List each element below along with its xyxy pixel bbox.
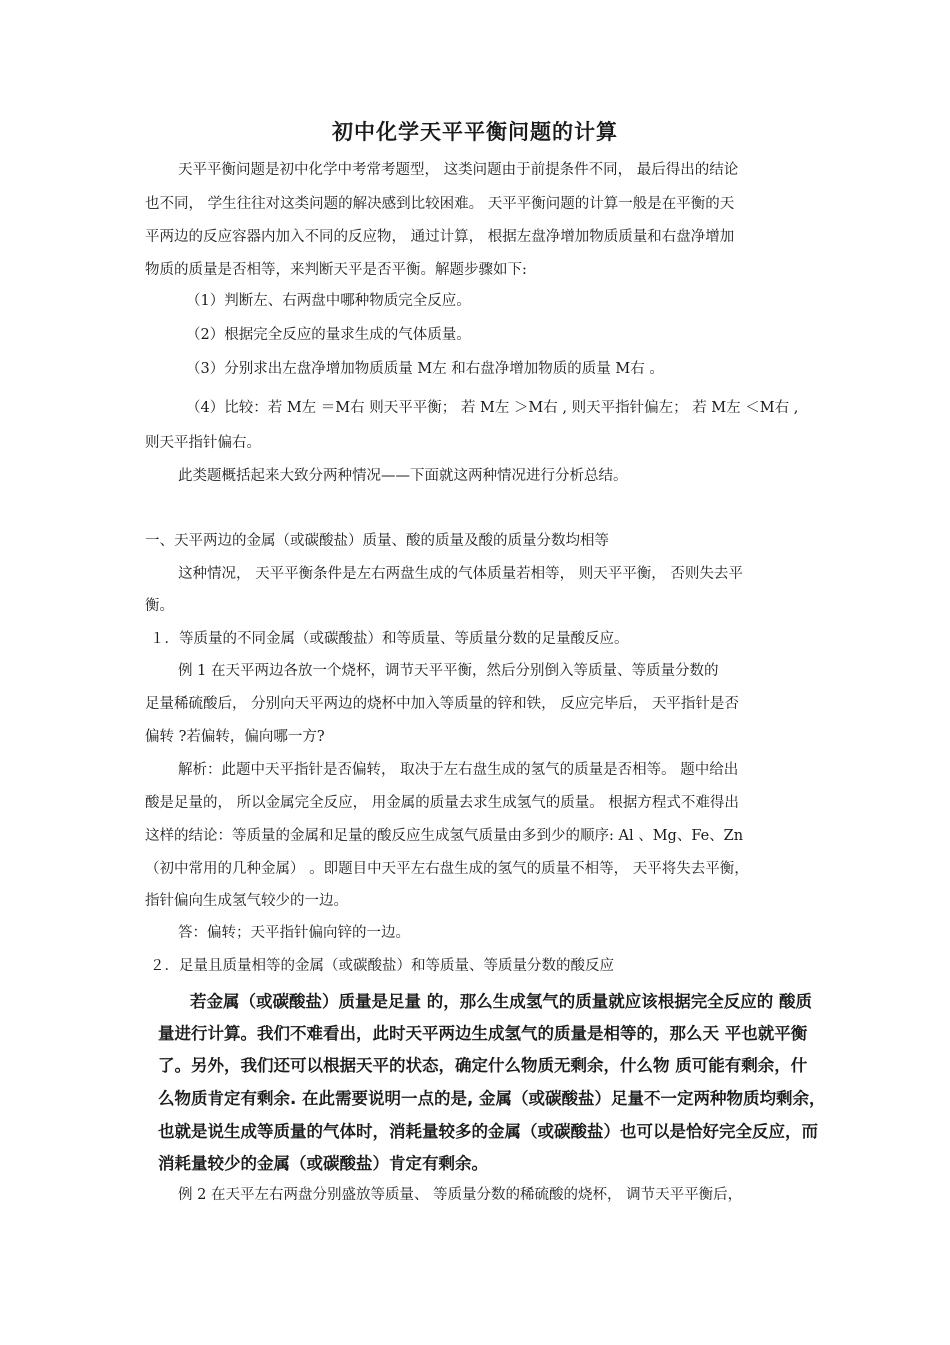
intro-line: 也不同， 学生往往对这类问题的解决感到比较困难。 天平平衡问题的计算一般是在平衡的天 [145,196,735,212]
step-continuation: 则天平指针偏右。 [145,435,261,451]
example-text: 足量稀硫酸后， 分别向天平两边的烧杯中加入等质量的锌和铁， 反应完毕后， 天平指针是否 [145,696,739,712]
summary-text: 此类题概括起来大致分两种情况——下面就这两种情况进行分析总结。 [178,468,628,484]
section-heading: 一、天平两边的金属（或碳酸盐）质量、酸的质量及酸的质量分数均相等 [145,533,609,549]
analysis-text: （初中常用的几种金属） 。即题目中天平左右盘生成的氢气的质量不相等， 天平将失去平衡， [145,861,749,877]
bold-paragraph-line: 消耗量较少的金属（或碳酸盐）肯定有剩余。 [158,1154,488,1173]
step-item: （2）根据完全反应的量求生成的气体质量。 [186,327,471,343]
example-text: 偏转 ?若偏转，偏向哪一方? [145,729,325,745]
bold-paragraph-line: 也就是说生成等质量的气体时，消耗量较多的金属（或碳酸盐）也可以是恰好完全反应，而 [158,1122,818,1141]
example-text: 例 2 在天平左右两盘分别盛放等质量、 等质量分数的稀硫酸的烧杯， 调节天平平衡后， [178,1187,743,1203]
bold-paragraph-line: 么物质肯定有剩余. 在此需要说明一点的是, 金属（或碳酸盐）足量不一定两种物质均剩余， [158,1089,826,1108]
section-text: 衡。 [145,598,174,614]
subsection-heading: １．等质量的不同金属（或碳酸盐）和等质量、等质量分数的足量酸反应。 [150,631,629,647]
document-title: 初中化学天平平衡问题的计算 [332,120,618,144]
analysis-text: 这样的结论：等质量的金属和足量的酸反应生成氢气质量由多到少的顺序: Al 、Mg、Fe、Zn [145,828,744,844]
subsection-heading: ２．足量且质量相等的金属（或碳酸盐）和等质量、等质量分数的酸反应 [150,958,614,974]
intro-line: 平两边的反应容器内加入不同的反应物， 通过计算， 根据左盘净增加物质质量和右盘净增加 [145,229,735,245]
analysis-text: 酸是足量的， 所以金属完全反应， 用金属的质量去求生成氢气的质量。 根据方程式不难得出 [145,795,739,811]
step-item: （1）判断左、右两盘中哪种物质完全反应。 [186,293,471,309]
analysis-text: 解析：此题中天平指针是否偏转， 取决于左右盘生成的氢气的质量是否相等。 题中给出 [178,762,739,778]
section-text: 这种情况， 天平平衡条件是左右两盘生成的气体质量若相等， 则天平平衡， 否则失去平 [178,566,743,582]
answer-text: 答：偏转；天平指针偏向锌的一边。 [178,925,410,941]
bold-paragraph-line: 了。另外，我们还可以根据天平的状态，确定什么物质无剩余，什么物 质可能有剩余，什 [158,1056,808,1075]
intro-line: 天平平衡问题是初中化学中考常考题型， 这类问题由于前提条件不同， 最后得出的结论 [178,162,739,178]
bold-paragraph-line: 量进行计算。我们不难看出，此时天平两边生成氢气的质量是相等的，那么天 平也就平衡 [158,1024,808,1043]
intro-line: 物质的质量是否相等，来判断天平是否平衡。解题步骤如下: [145,262,527,278]
bold-paragraph-line: 若金属（或碳酸盐）质量是足量 的，那么生成氢气的质量就应该根据完全反应的 酸质 [190,992,812,1011]
example-text: 例 1 在天平两边各放一个烧杯，调节天平平衡，然后分别倒入等质量、等质量分数的 [178,663,719,679]
analysis-text: 指针偏向生成氢气较少的一边。 [145,893,348,909]
step-item: （4）比较：若 M左 ＝M右 则天平平衡； 若 M左 ＞M右 , 则天平指针偏左； 若 M左 ＜M右 , [186,400,799,416]
step-item: （3）分别求出左盘净增加物质质量 M左 和右盘净增加物质的质量 M右 。 [186,361,664,377]
